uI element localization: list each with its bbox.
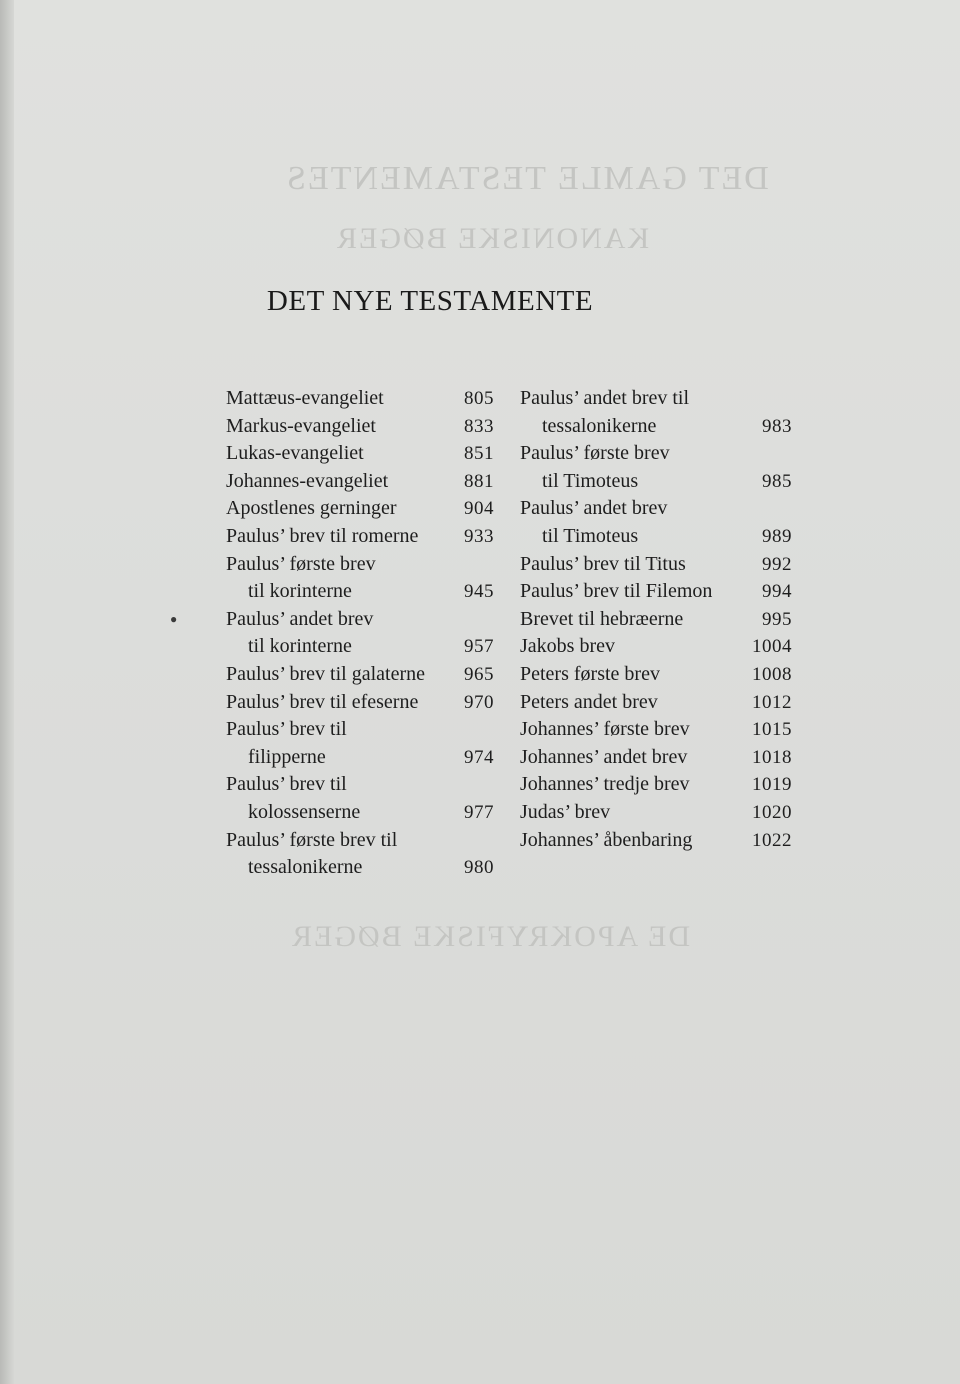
margin-dot: ● xyxy=(170,612,178,626)
toc-entry-line xyxy=(520,689,792,717)
section-heading: DET NYE TESTAMENTE xyxy=(266,285,594,317)
toc-entry xyxy=(520,689,792,717)
bleed-through-title: DET GAMLE TESTAMENTES xyxy=(285,160,769,197)
toc-page-number: 994 xyxy=(762,581,792,603)
toc-entry-line xyxy=(226,633,494,661)
toc-entry xyxy=(520,771,792,799)
toc-entry-line xyxy=(520,661,792,689)
toc-page-number: 1022 xyxy=(752,829,792,851)
toc-entry-line xyxy=(520,440,792,468)
toc-entry-title: Paulus’ brev til Filemon xyxy=(520,580,713,603)
toc-page-number: 1008 xyxy=(752,663,792,685)
toc-entry xyxy=(520,385,792,440)
toc-page-number: 904 xyxy=(464,498,494,520)
toc-entry-line xyxy=(226,551,494,579)
toc-entry xyxy=(520,606,792,634)
toc-entry-line xyxy=(226,413,494,441)
toc-entry-title: til Timoteus xyxy=(542,524,639,547)
toc-entry-title: Paulus’ brev til Titus xyxy=(520,552,686,575)
toc-entry-title: Lukas-evangeliet xyxy=(226,442,364,465)
toc-entry xyxy=(226,523,494,551)
toc-page-number: 989 xyxy=(762,525,792,547)
toc-entry-title: tessalonikerne xyxy=(542,414,657,437)
toc-entry-title: Peters andet brev xyxy=(520,690,658,713)
toc-page-number: 992 xyxy=(762,553,792,575)
toc-page-number: 983 xyxy=(762,415,792,437)
toc-entry-title: Johannes’ åbenbaring xyxy=(520,828,693,851)
toc-entry-line xyxy=(226,854,494,882)
toc-entry-title: Paulus’ første brev xyxy=(520,442,670,465)
toc-entry-line xyxy=(226,716,494,744)
toc-entry-line xyxy=(226,578,494,606)
toc-entry xyxy=(520,799,792,827)
toc-page-number: 974 xyxy=(464,746,494,768)
toc-entry xyxy=(520,578,792,606)
toc-entry-line xyxy=(520,633,792,661)
toc-page-number: 805 xyxy=(464,388,494,409)
toc-entry-title: Markus-evangeliet xyxy=(226,414,376,437)
toc-entry-line xyxy=(226,799,494,827)
toc-entry xyxy=(520,716,792,744)
toc-entry-title: Paulus’ andet brev xyxy=(520,497,668,520)
toc-entry-line xyxy=(520,495,792,523)
toc-page-number: 933 xyxy=(464,525,494,547)
toc-entry-title: Apostlenes gerninger xyxy=(226,497,397,520)
toc-entry-line xyxy=(520,799,792,827)
toc-entry-line xyxy=(226,468,494,496)
toc-entry-line xyxy=(226,606,494,634)
toc-entry-line xyxy=(520,385,792,413)
toc-entry-title: til Timoteus xyxy=(542,469,639,492)
toc-entry-title: Paulus’ andet brev til xyxy=(520,387,690,409)
toc-entry-line xyxy=(520,716,792,744)
toc-entry-title: Peters første brev xyxy=(520,662,660,685)
toc-entry-line xyxy=(520,606,792,634)
toc-entry xyxy=(520,495,792,550)
toc-entry-title: filipperne xyxy=(248,745,326,768)
toc-entry xyxy=(226,689,494,717)
toc-entry-title: Johannes’ tredje brev xyxy=(520,773,690,796)
toc-entry-line xyxy=(226,689,494,717)
toc-page-number: 1018 xyxy=(752,746,792,768)
toc-page-number: 945 xyxy=(464,581,494,603)
toc-entry xyxy=(520,661,792,689)
toc-entry xyxy=(520,440,792,495)
toc-entry xyxy=(520,744,792,772)
toc-entry-title: Paulus’ brev til romerne xyxy=(226,524,419,547)
toc-entry-line xyxy=(520,468,792,496)
toc-page-number: 833 xyxy=(464,415,494,437)
toc-page-number: 985 xyxy=(762,470,792,492)
toc-page-number: 1012 xyxy=(752,691,792,713)
toc-page-number: 965 xyxy=(464,663,494,685)
toc-entry-line xyxy=(520,413,792,441)
toc-entry-title: tessalonikerne xyxy=(248,856,363,879)
toc-entry-title: Paulus’ første brev xyxy=(226,552,376,575)
toc-entry-title: Paulus’ første brev til xyxy=(226,828,398,851)
toc-entry-title: kolossenserne xyxy=(248,800,361,823)
toc-entry-line xyxy=(226,827,494,855)
toc-page-number: 1019 xyxy=(752,774,792,796)
toc-entry xyxy=(226,495,494,523)
toc-entry-title: Paulus’ brev til xyxy=(226,718,347,741)
toc-left-column xyxy=(226,385,494,882)
toc-entry-line xyxy=(226,523,494,551)
toc-entry-line xyxy=(520,827,792,855)
toc-entry-line xyxy=(226,440,494,468)
toc-right-column xyxy=(520,385,792,854)
toc-entry-line xyxy=(226,744,494,772)
toc-entry xyxy=(226,606,494,661)
toc-entry-title: Paulus’ brev til efeserne xyxy=(226,690,419,713)
toc-entry xyxy=(226,440,494,468)
toc-entry-line xyxy=(520,578,792,606)
toc-entry-title: Jakobs brev xyxy=(520,635,615,658)
toc-entry-line xyxy=(226,385,494,413)
toc-entry-title: Brevet til hebræerne xyxy=(520,607,684,630)
toc-entry-line xyxy=(520,744,792,772)
bleed-through-apocrypha: DE APOKRYFISKE BØGER xyxy=(290,920,691,953)
toc-page-number: 980 xyxy=(464,857,494,879)
toc-entry-line xyxy=(226,495,494,523)
toc-entry-title: Paulus’ brev til xyxy=(226,773,347,796)
toc-page-number: 851 xyxy=(464,443,494,465)
toc-entry xyxy=(226,661,494,689)
toc-page-number: 1020 xyxy=(752,801,792,823)
toc-entry xyxy=(226,468,494,496)
toc-entry-title: Johannes’ andet brev xyxy=(520,745,688,768)
toc-page-number: 970 xyxy=(464,691,494,713)
toc-entry-title: Judas’ brev xyxy=(520,800,611,823)
toc-entry-title: Paulus’ andet brev xyxy=(226,607,374,630)
toc-page-number: 881 xyxy=(464,470,494,492)
toc-entry-title: Johannes’ første brev xyxy=(520,718,690,741)
toc-entry xyxy=(226,413,494,441)
toc-page-number: 995 xyxy=(762,608,792,630)
toc-page-number: 1004 xyxy=(752,636,792,658)
toc-page-number: 977 xyxy=(464,801,494,823)
toc-entry xyxy=(520,551,792,579)
toc-page-number: 957 xyxy=(464,636,494,658)
toc-entry-title: til korinterne xyxy=(248,580,352,603)
toc-entry xyxy=(226,771,494,826)
toc-entry xyxy=(226,716,494,771)
toc-entry-line xyxy=(226,661,494,689)
toc-page-number: 1015 xyxy=(752,719,792,741)
toc-entry-line xyxy=(520,551,792,579)
bleed-through-subtitle: KANONISKE BØGER xyxy=(335,222,650,255)
toc-entry-title: Johannes-evangeliet xyxy=(226,469,389,492)
toc-entry-line xyxy=(226,771,494,799)
toc-entry-line xyxy=(520,771,792,799)
toc-entry-title: Mattæus-evangeliet xyxy=(226,387,384,409)
toc-entry xyxy=(226,385,494,413)
toc-entry xyxy=(226,551,494,606)
page-edge-shadow xyxy=(0,0,14,1384)
toc-entry-title: Paulus’ brev til galaterne xyxy=(226,662,426,685)
toc-entry-line xyxy=(520,523,792,551)
toc-entry-title: til korinterne xyxy=(248,635,352,658)
toc-entry xyxy=(226,827,494,882)
toc-entry xyxy=(520,633,792,661)
toc-entry xyxy=(520,827,792,855)
